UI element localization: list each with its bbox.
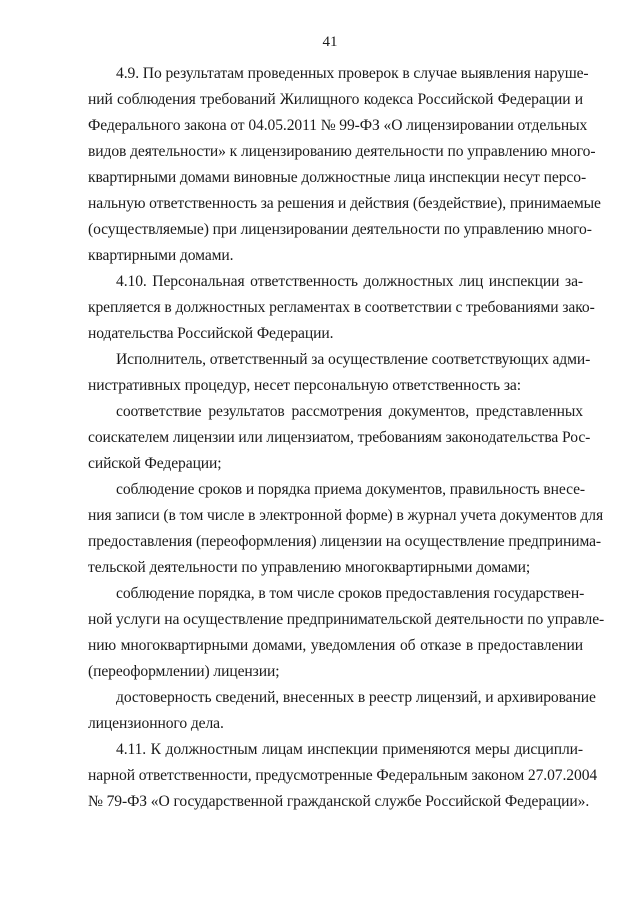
page-number: 41 [322, 34, 338, 50]
text-line: № 79-ФЗ «О государственной гражданской службе Российской Федерации». [88, 793, 590, 810]
text-line: нистративных процедур, несет персональную ответственность за: [88, 377, 521, 394]
text-line: крепляется в должностных регламентах в соответствии с требованиями зако- [88, 299, 595, 316]
text-line: ной услуги на осуществление предпринимательской деятельности по управле- [88, 611, 605, 628]
text-line: нодательства Российской Федерации. [88, 325, 334, 342]
text-line: 4.10. Персональная ответственность должностных лиц инспекции за- [116, 273, 583, 290]
text-line: (переоформлении) лицензии; [88, 663, 280, 680]
text-line: соблюдение порядка, в том числе сроков предоставления государствен- [116, 585, 585, 602]
text-line: Федерального закона от 04.05.2011 № 99-ФЗ «О лицензировании отдельных [88, 117, 588, 134]
text-line: достоверность сведений, внесенных в реестр лицензий, и архивирование [116, 689, 596, 706]
text-line: предоставления (переоформления) лицензии на осуществление предпринима- [88, 533, 602, 550]
text-line: видов деятельности» к лицензированию деятельности по управлению много- [88, 143, 596, 160]
text-line: тельской деятельности по управлению многоквартирными домами; [88, 559, 531, 576]
text-line: соответствие результатов рассмотрения документов, представленных [116, 403, 583, 420]
text-line: квартирными домами. [88, 247, 234, 264]
text-line: нальную ответственность за решения и действия (бездействие), принимаемые [88, 195, 601, 212]
text-line: ния записи (в том числе в электронной форме) в журнал учета документов для [88, 507, 604, 524]
text-line: ний соблюдения требований Жилищного кодекса Российской Федерации и [88, 91, 583, 108]
text-line: 4.11. К должностным лицам инспекции применяются меры дисципли- [116, 741, 583, 758]
text-line: 4.9. По результатам проведенных проверок в случае выявления наруше- [116, 65, 589, 82]
text-line: (осуществляемые) при лицензировании деятельности по управлению много- [88, 221, 592, 238]
text-line: нию многоквартирными домами, уведомления об отказе в предоставлении [88, 637, 583, 654]
text-line: квартирными домами виновные должностные лица инспекции несут персо- [88, 169, 587, 186]
text-line: соискателем лицензии или лицензиатом, требованиям законодательства Рос- [88, 429, 591, 446]
text-line: нарной ответственности, предусмотренные Федеральным законом 27.07.2004 [88, 767, 598, 784]
text-line: Исполнитель, ответственный за осуществление соответствующих адми- [116, 351, 591, 368]
text-line: соблюдение сроков и порядка приема документов, правильность внесе- [116, 481, 586, 498]
text-line: лицензионного дела. [88, 715, 224, 732]
text-line: сийской Федерации; [88, 455, 222, 472]
